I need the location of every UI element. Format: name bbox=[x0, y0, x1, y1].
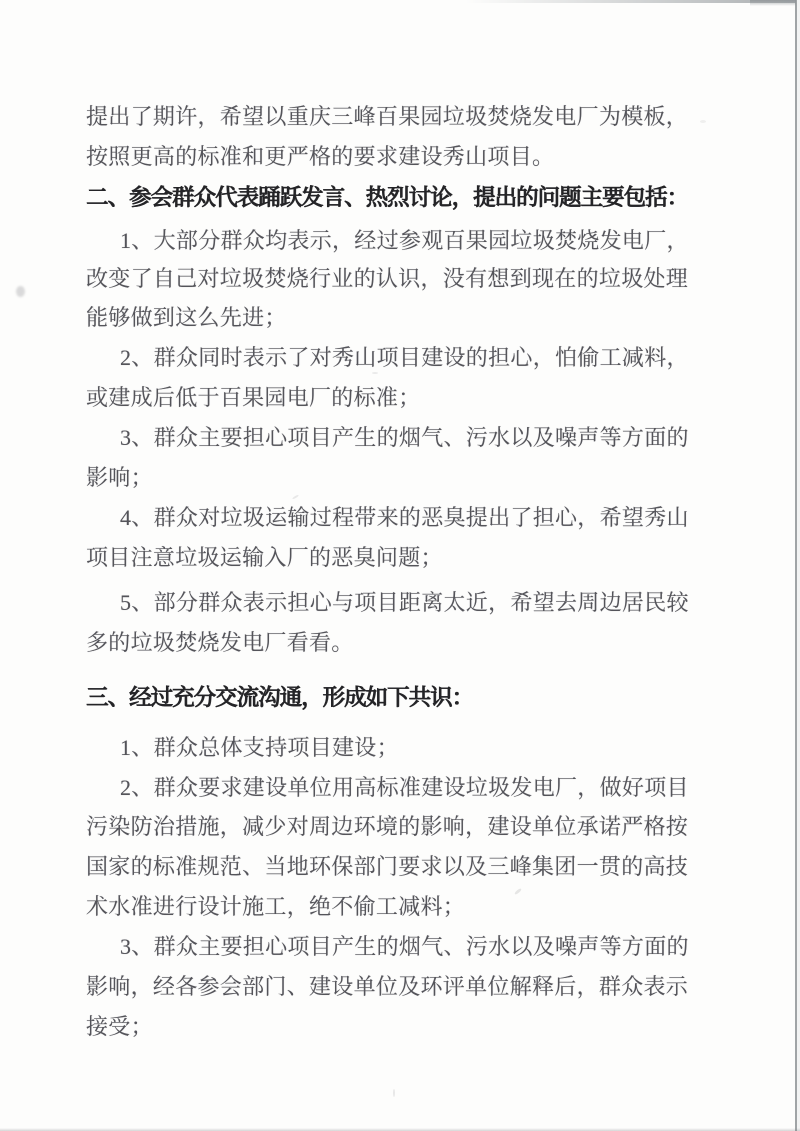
scan-speck bbox=[393, 1089, 395, 1097]
heading-line: 二、参会群众代表踊跃发言、热烈讨论，提出的问题主要包括： bbox=[86, 185, 689, 210]
scan-speck bbox=[292, 494, 299, 499]
heading-line: 三、经过充分交流沟通，形成如下共识： bbox=[86, 685, 474, 710]
body-line: 提出了期许，希望以重庆三峰百果园垃圾焚烧发电厂为模板， bbox=[86, 104, 689, 129]
body-line: 3、群众主要担心项目产生的烟气、污水以及噪声等方面的 bbox=[120, 934, 689, 959]
body-line: 按照更高的标准和更严格的要求建设秀山项目。 bbox=[86, 144, 555, 169]
body-line: 接受； bbox=[86, 1014, 153, 1039]
body-line: 能够做到这么先进； bbox=[86, 305, 287, 330]
body-line: 术水准进行设计施工，绝不偷工减料； bbox=[86, 894, 466, 919]
scan-edge-line bbox=[795, 0, 797, 1131]
body-line: 改变了自己对垃圾焚烧行业的认识，没有想到现在的垃圾处理 bbox=[86, 266, 689, 291]
scan-speck bbox=[700, 120, 706, 123]
body-line: 1、大部分群众均表示，经过参观百果园垃圾焚烧发电厂， bbox=[120, 228, 689, 253]
body-line: 2、群众同时表示了对秀山项目建设的担心，怕偷工减料， bbox=[120, 345, 689, 370]
body-line: 3、群众主要担心项目产生的烟气、污水以及噪声等方面的 bbox=[120, 425, 689, 450]
body-line: 国家的标准规范、当地环保部门要求以及三峰集团一贯的高技 bbox=[86, 854, 689, 879]
body-line: 影响； bbox=[86, 465, 153, 490]
body-line: 5、部分群众表示担心与项目距离太近，希望去周边居民较 bbox=[120, 590, 689, 615]
scan-speck bbox=[16, 286, 25, 297]
body-line: 污染防治措施，减少对周边环境的影响，建设单位承诺严格按 bbox=[86, 814, 689, 839]
body-line: 4、群众对垃圾运输过程带来的恶臭提出了担心，希望秀山 bbox=[120, 505, 689, 530]
body-line: 或建成后低于百果园电厂的标准； bbox=[86, 385, 421, 410]
scan-smudge-corner bbox=[750, 0, 796, 6]
body-line: 多的垃圾焚烧发电厂看看。 bbox=[86, 630, 354, 655]
body-line: 1、群众总体支持项目建设； bbox=[120, 735, 399, 760]
body-line: 2、群众要求建设单位用高标准建设垃圾发电厂，做好项目 bbox=[120, 775, 689, 800]
body-line: 影响，经各参会部门、建设单位及环评单位解释后，群众表示 bbox=[86, 974, 689, 999]
scan-smudge-top bbox=[466, 0, 796, 3]
body-line: 项目注意垃圾运输入厂的恶臭问题； bbox=[86, 545, 443, 570]
scan-speck bbox=[372, 372, 378, 374]
